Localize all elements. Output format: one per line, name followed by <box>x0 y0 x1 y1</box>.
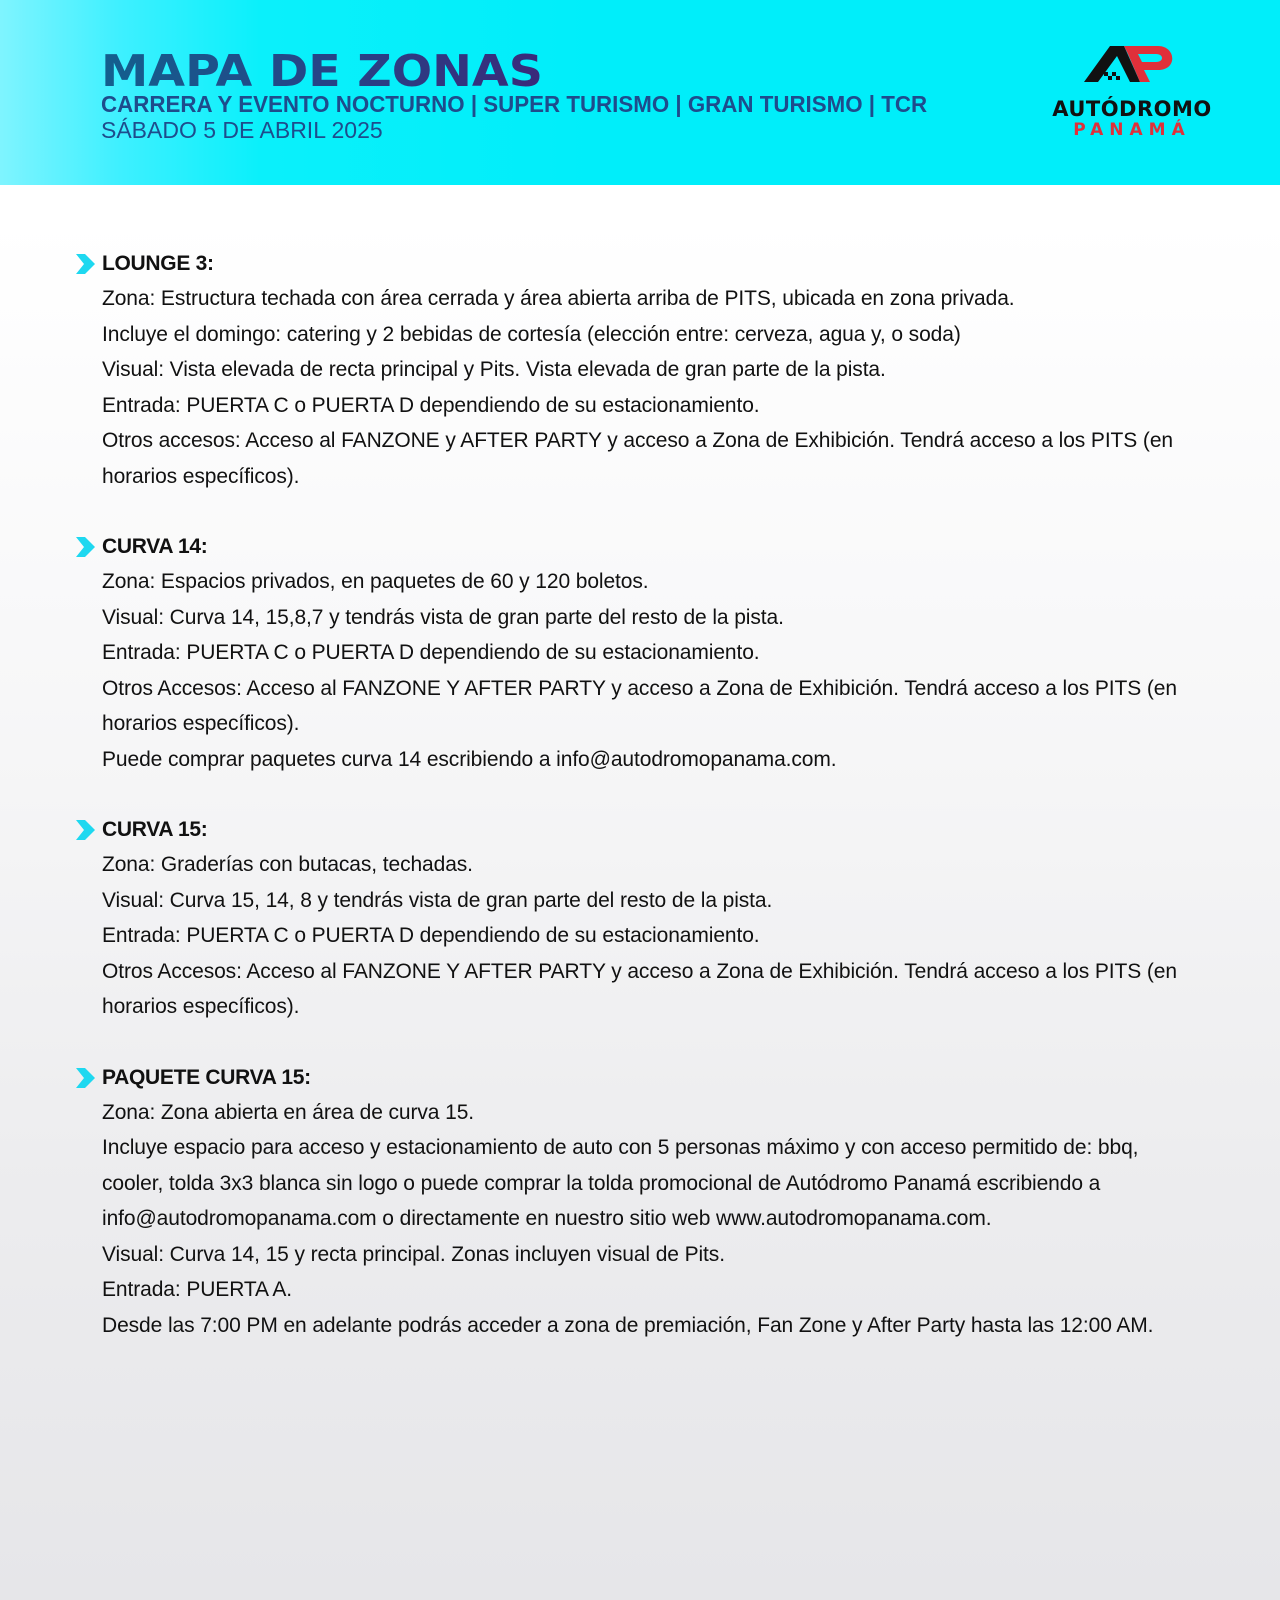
zone-detail: Entrada: PUERTA C o PUERTA D dependiendo de su estacionamiento. <box>102 924 760 947</box>
zone-detail: Incluye espacio para acceso y estacionamiento de auto con 5 personas máximo y con acceso permitido de: bbq, cooler, tolda 3x3 blanca sin logo o puede comprar la tolda promocional de Autódromo Panamá escribiendo a info@autodromopanama.com o directamente en nuestro sitio web www.autodromopanama.com. <box>102 1136 1139 1230</box>
zone-detail: Visual: Curva 14, 15,8,7 y tendrás vista de gran parte del resto de la pista. <box>102 605 784 629</box>
zone-section-paquete-curva-15 <box>0 1060 1280 1344</box>
zones-list <box>0 246 1280 1378</box>
zone-detail: Zona: Estructura techada con área cerrada y área abierta arriba de PITS, ubicada en zona privada. <box>102 287 1015 310</box>
zone-detail: Puede comprar paquetes curva 14 escribiendo a info@autodromopanama.com. <box>102 747 837 771</box>
page-title: MAPA DE ZONAS <box>101 46 543 97</box>
chevron-right-icon <box>74 253 96 275</box>
zone-detail: Zona: Zona abierta en área de curva 15. <box>102 1100 475 1124</box>
zone-section-curva-15 <box>0 812 1280 1025</box>
logo-name-top: AUTÓDROMO <box>1052 97 1212 121</box>
zone-title: PAQUETE CURVA 15: <box>102 1065 311 1089</box>
chevron-right-icon <box>74 819 96 841</box>
zone-detail: Visual: Curva 15, 14, 8 y tendrás vista de gran parte del resto de la pista. <box>102 888 773 912</box>
zone-detail: Visual: Vista elevada de recta principal y Pits. Vista elevada de gran parte de la pista. <box>102 358 886 381</box>
zone-detail: Otros Accesos: Acceso al FANZONE Y AFTER PARTY y acceso a Zona de Exhibición. Tendrá acceso a los PITS (en horarios específicos). <box>102 959 1177 1018</box>
event-subtitle: CARRERA Y EVENTO NOCTURNO | SUPER TURISMO | GRAN TURISMO | TCR <box>101 91 928 117</box>
logo-name-bottom: PANAMÁ <box>1073 120 1191 140</box>
zone-title: CURVA 15: <box>102 818 208 841</box>
chevron-right-icon <box>74 536 96 558</box>
zone-detail: Zona: Espacios privados, en paquetes de 60 y 120 boletos. <box>102 570 649 593</box>
chevron-right-icon <box>74 1067 96 1089</box>
zone-title: CURVA 14: <box>102 535 208 558</box>
zone-section-curva-14 <box>0 529 1280 777</box>
autodromo-panama-logo <box>1022 42 1242 152</box>
zone-detail: Otros accesos: Acceso al FANZONE y AFTER PARTY y acceso a Zona de Exhibición. Tendrá acceso a los PITS (en horarios específicos). <box>102 429 1173 488</box>
zone-detail: Zona: Graderías con butacas, techadas. <box>102 853 473 876</box>
header-banner <box>0 0 1280 185</box>
zone-section-lounge-3 <box>0 246 1280 494</box>
zone-title: LOUNGE 3: <box>102 252 214 275</box>
zone-detail: Desde las 7:00 PM en adelante podrás acceder a zona de premiación, Fan Zone y After Party hasta las 12:00 AM. <box>102 1313 1154 1337</box>
zone-detail: Entrada: PUERTA C o PUERTA D dependiendo de su estacionamiento. <box>102 641 760 664</box>
zone-detail: Entrada: PUERTA A. <box>102 1278 293 1301</box>
event-date: SÁBADO 5 DE ABRIL 2025 <box>101 117 383 143</box>
zone-detail: Incluye el domingo: catering y 2 bebidas de cortesía (elección entre: cerveza, agua y, o soda) <box>102 322 961 346</box>
zone-detail: Entrada: PUERTA C o PUERTA D dependiendo de su estacionamiento. <box>102 393 760 417</box>
zone-detail: Otros Accesos: Acceso al FANZONE Y AFTER PARTY y acceso a Zona de Exhibición. Tendrá acceso a los PITS (en horarios específicos). <box>102 676 1177 735</box>
zone-detail: Visual: Curva 14, 15 y recta principal. Zonas incluyen visual de Pits. <box>102 1242 725 1266</box>
ap-logo-icon <box>1084 42 1180 96</box>
